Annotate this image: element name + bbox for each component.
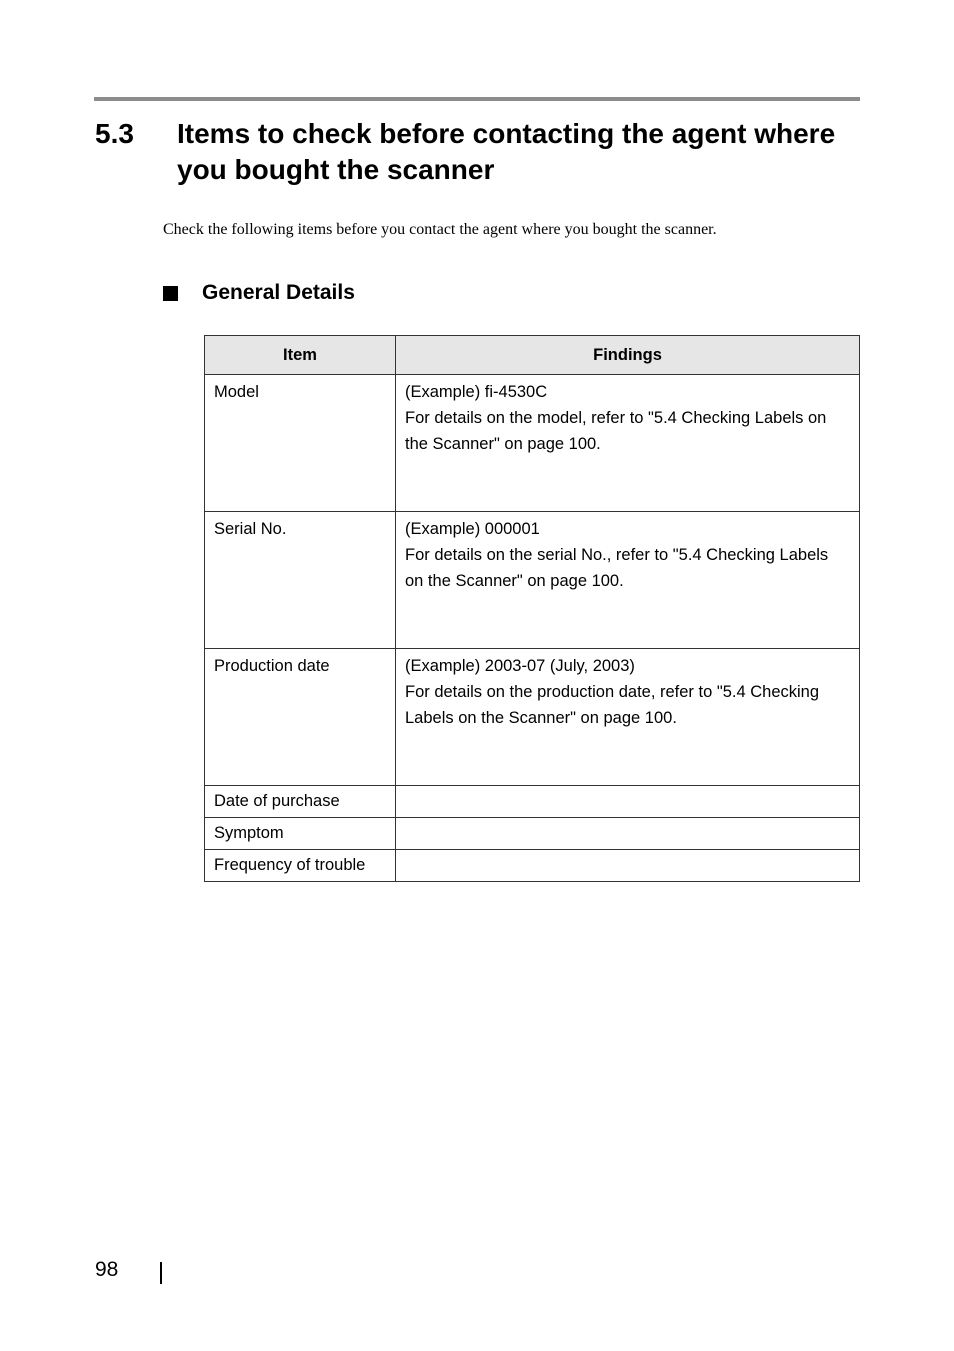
findings-example: (Example) 000001 <box>405 520 540 538</box>
black-square-icon <box>163 286 178 301</box>
intro-paragraph: Check the following items before you contact the agent where you bought the scanner. <box>163 221 717 238</box>
row-findings-symptom <box>396 818 860 850</box>
row-item-frequency-of-trouble: Frequency of trouble <box>205 850 396 882</box>
findings-detail: For details on the serial No., refer to "5.4 Checking Labels on the Scanner" on page 100. <box>405 546 829 590</box>
subheading-general-details <box>163 279 355 307</box>
findings-detail: For details on the production date, refer to "5.4 Checking Labels on the Scanner" on page 100. <box>405 683 820 727</box>
row-findings-model <box>396 375 860 512</box>
row-item-serial-no: Serial No. <box>205 512 396 649</box>
row-findings-date-of-purchase <box>396 786 860 818</box>
header-item: Item <box>205 336 396 375</box>
page-number-bar <box>160 1262 162 1284</box>
row-item-date-of-purchase: Date of purchase <box>205 786 396 818</box>
table-row <box>205 818 860 850</box>
row-item-symptom: Symptom <box>205 818 396 850</box>
findings-example: (Example) 2003-07 (July, 2003) <box>405 657 635 675</box>
table-row <box>205 375 860 512</box>
row-findings-production-date <box>396 649 860 786</box>
header-findings: Findings <box>396 336 860 375</box>
table-row <box>205 512 860 649</box>
findings-detail: For details on the model, refer to "5.4 Checking Labels on the Scanner" on page 100. <box>405 409 827 453</box>
row-item-production-date: Production date <box>205 649 396 786</box>
subheading-text: General Details <box>202 281 355 304</box>
table-row <box>205 649 860 786</box>
table-header-row <box>205 336 860 375</box>
top-horizontal-rule <box>94 97 860 101</box>
section-title: Items to check before contacting the agent where you bought the scanner <box>177 118 836 185</box>
row-findings-frequency-of-trouble <box>396 850 860 882</box>
findings-example: (Example) fi-4530C <box>405 383 548 401</box>
page-number: 98 <box>95 1258 119 1281</box>
row-item-model: Model <box>205 375 396 512</box>
section-number: 5.3 <box>95 118 134 149</box>
table-row <box>205 850 860 882</box>
general-details-table <box>204 335 860 882</box>
table-row <box>205 786 860 818</box>
row-findings-serial-no <box>396 512 860 649</box>
